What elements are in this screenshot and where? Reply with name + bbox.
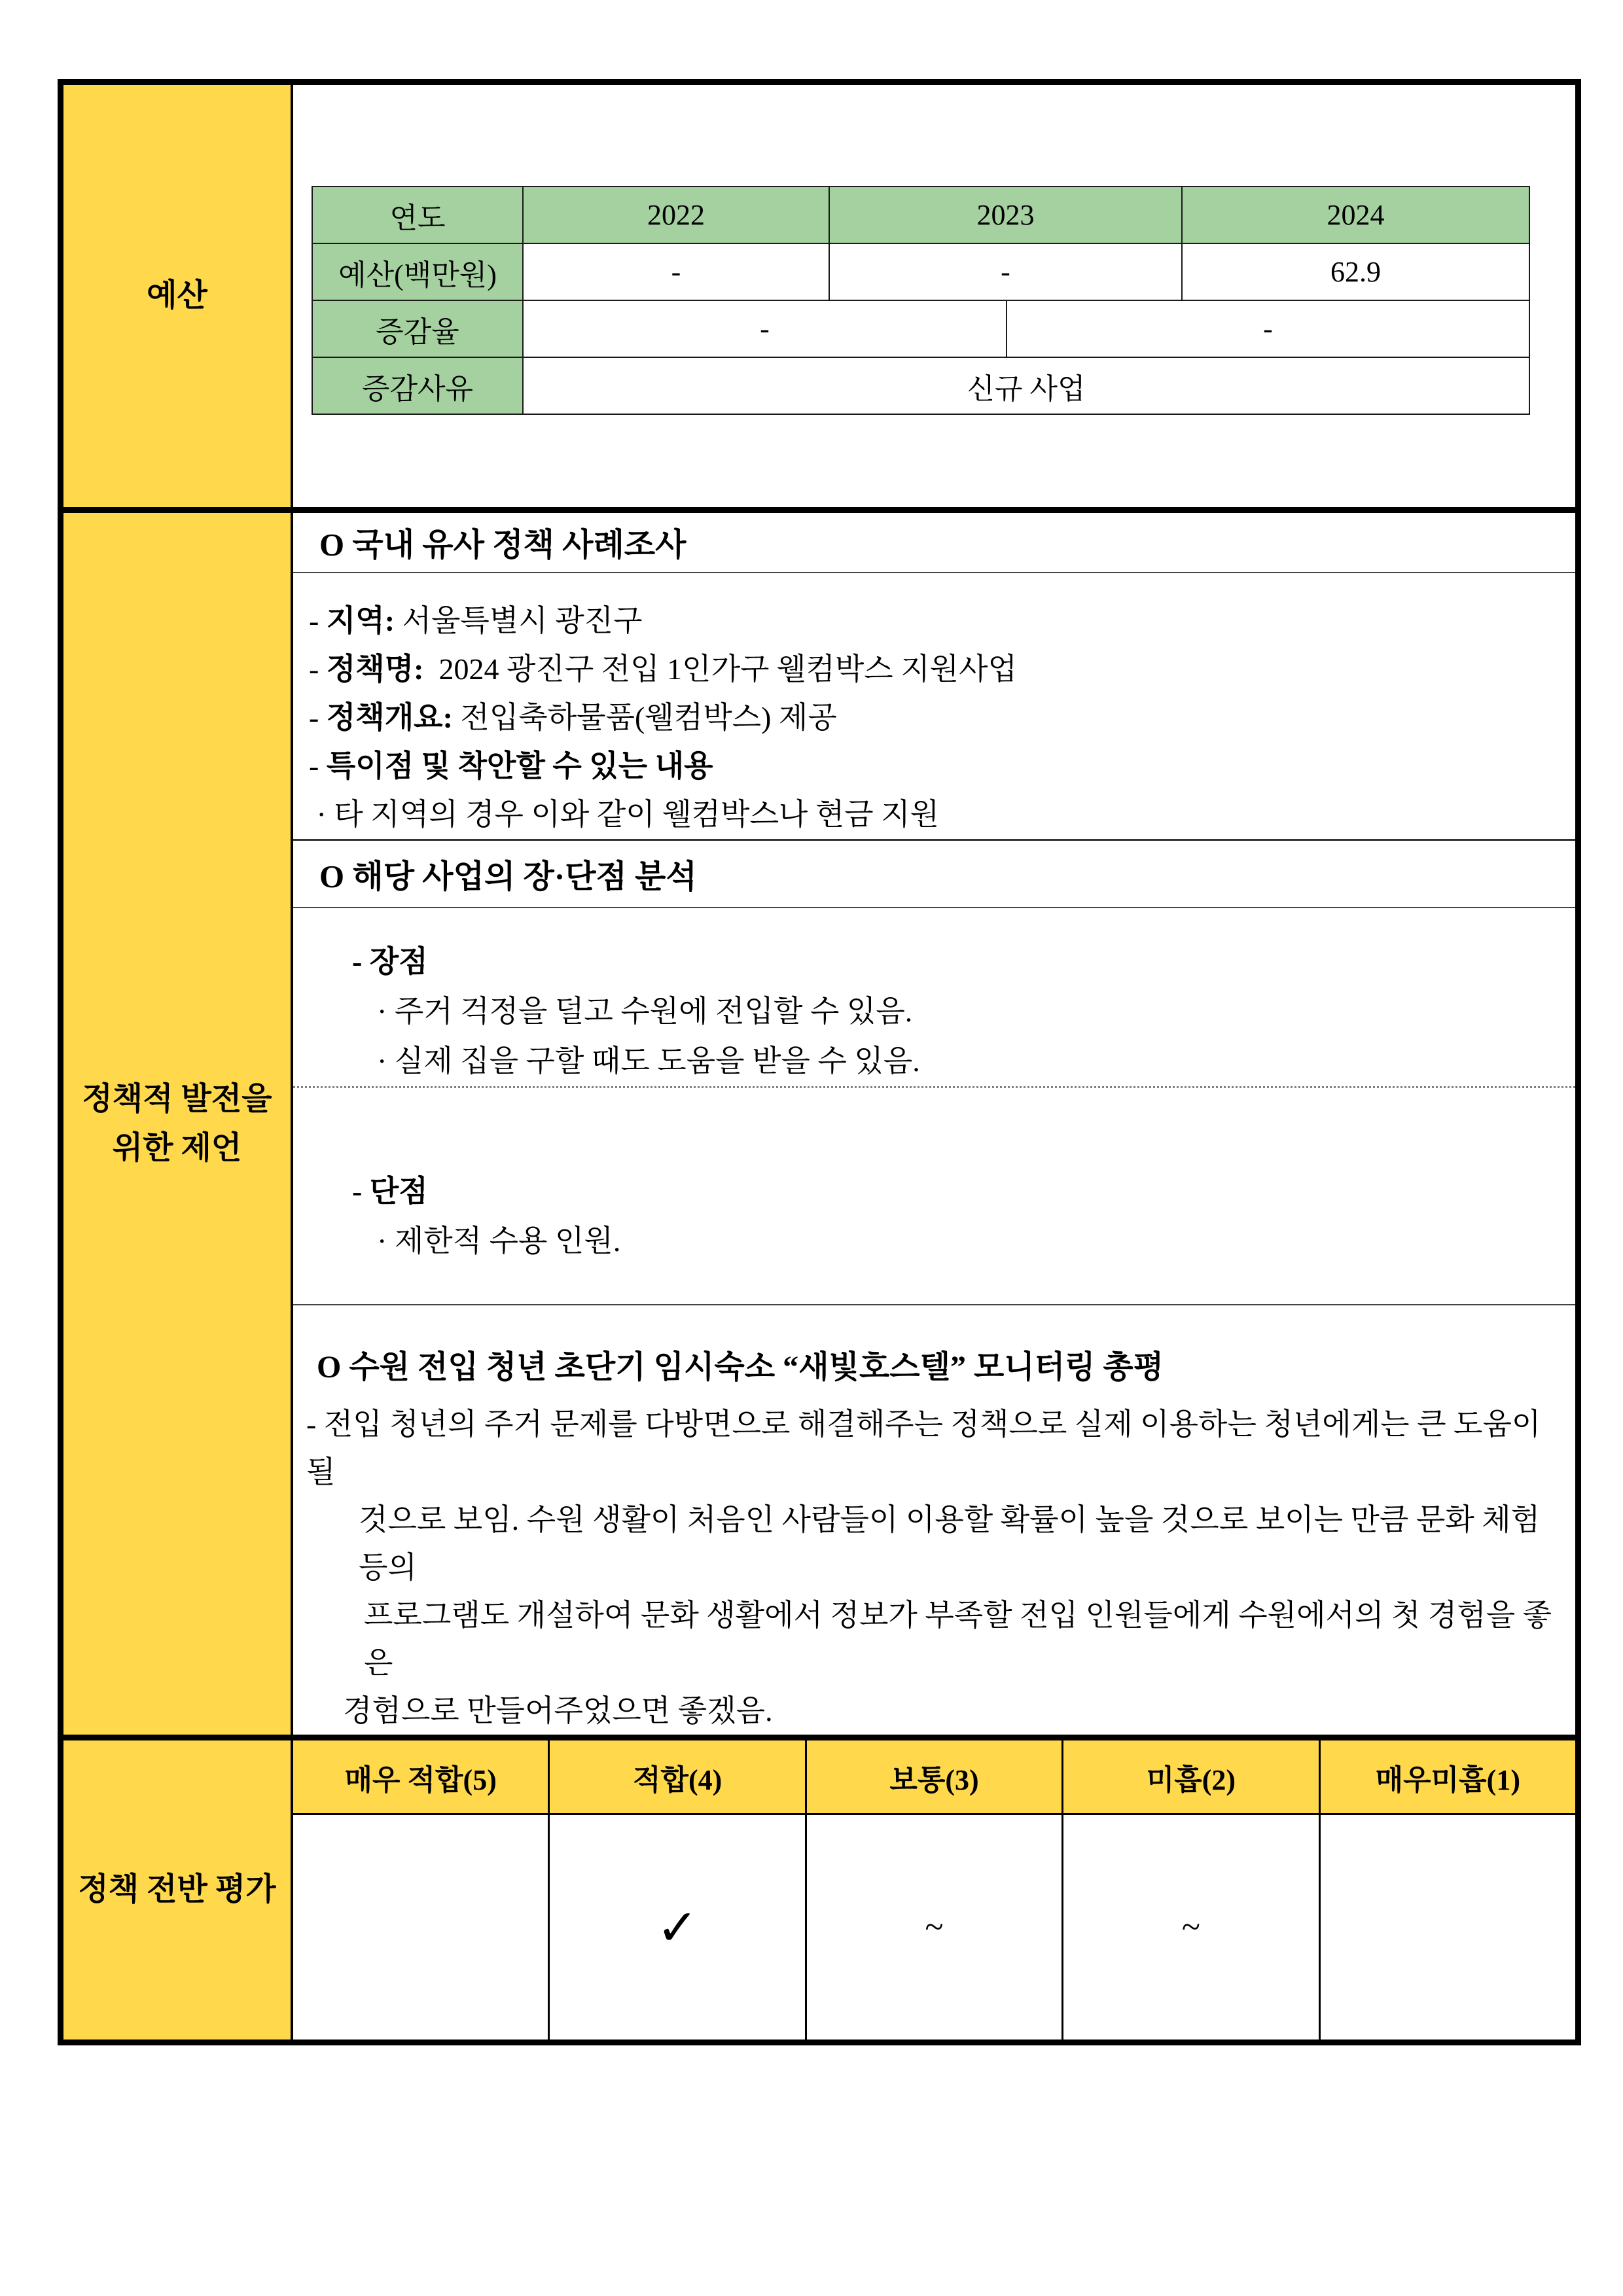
- mark-cell-suitable-checked[interactable]: ✓: [550, 1815, 806, 2040]
- pros-item: · 주거 걱정을 덜고 수원에 전입할 수 있음.: [377, 994, 913, 1028]
- change-reason-row: [312, 357, 1529, 414]
- change-reason-value-cell: 신규 사업: [523, 357, 1529, 414]
- case-study-line-policy-summary: [309, 694, 1575, 742]
- evaluation-form-table: [58, 79, 1581, 2045]
- monitoring-summary-block: [293, 1305, 1575, 1735]
- dash: -: [309, 604, 327, 638]
- overall-evaluation-section: [63, 1740, 1575, 2040]
- change-rate-value1-cell: -: [523, 300, 1007, 357]
- dash: -: [309, 749, 327, 783]
- pros-item: · 실제 집을 구할 때도 도움을 받을 수 있음.: [377, 1044, 920, 1078]
- budget-section-label-text: 예산: [147, 278, 207, 313]
- year-2023-cell: 2023: [829, 186, 1182, 243]
- year-2022-cell: 2022: [523, 186, 829, 243]
- suggestion-label-line1: 정책적 발전을: [82, 1082, 272, 1117]
- notable-label: 특이점 및 착안할 수 있는 내용: [326, 749, 713, 783]
- mark-cell-very-suitable[interactable]: [293, 1815, 550, 2040]
- change-reason-label-cell: 증감사유: [312, 357, 523, 414]
- mark-cell-very-insufficient[interactable]: [1321, 1815, 1575, 2040]
- region-label: 지역:: [326, 604, 395, 638]
- suggestion-section: [63, 513, 1575, 1740]
- budget-section-content: [293, 85, 1575, 507]
- pros-block: [293, 908, 1575, 1088]
- change-rate-row: [312, 300, 1529, 357]
- overall-evaluation-label-text: 정책 전반 평가: [78, 1872, 276, 1907]
- case-study-header: O 국내 유사 정책 사례조사: [293, 513, 1575, 573]
- scale-header-suitable: 적합(4): [550, 1740, 806, 1813]
- budget-2024-value-cell: 62.9: [1182, 243, 1529, 300]
- budget-2022-value-cell: -: [523, 243, 829, 300]
- scale-header-very-suitable: 매우 적합(5): [293, 1740, 550, 1813]
- monitoring-summary-line: - 전입 청년의 주거 문제를 다방면으로 해결해주는 정책으로 실제 이용하는 청년에게는 큰 도움이 될: [306, 1407, 1541, 1489]
- rating-marks-row: [293, 1815, 1575, 2040]
- monitoring-summary-line: 것으로 보임. 수원 생활이 처음인 사람들이 이용할 확률이 높을 것으로 보이는 만큼 문화 체험 등의: [359, 1503, 1541, 1584]
- suggestion-label-line2: 위한 제언: [112, 1130, 242, 1165]
- pros-label: - 장점: [352, 944, 428, 978]
- policy-name-value: 2024 광진구 전입 1인가구 웰컴박스 지원사업: [423, 652, 1017, 686]
- change-rate-value2-cell: -: [1007, 300, 1529, 357]
- budget-section: [63, 85, 1575, 513]
- case-study-details: [293, 573, 1575, 841]
- scale-header-very-insufficient: 매우미흡(1): [1321, 1740, 1575, 1813]
- scale-header-insufficient: 미흡(2): [1063, 1740, 1320, 1813]
- budget-amount-row: [312, 243, 1529, 300]
- budget-year-row: [312, 186, 1529, 243]
- monitoring-summary-line: 프로그램도 개설하여 문화 생활에서 정보가 부족할 전입 인원들에게 수원에서의 첫 경험을 좋은: [364, 1598, 1552, 1680]
- monitoring-summary-header: O 수원 전입 청년 초단기 임시숙소 “새빛호스텔” 모니터링 총평: [317, 1350, 1164, 1385]
- case-study-line-region: [309, 597, 1575, 645]
- pros-cons-header: O 해당 사업의 장·단점 분석: [293, 841, 1575, 908]
- budget-amount-label-cell: 예산(백만원): [312, 243, 523, 300]
- year-header-cell: 연도: [312, 186, 523, 243]
- rating-scale-header-row: [293, 1740, 1575, 1815]
- monitoring-summary-line: 경험으로 만들어주었으면 좋겠음.: [343, 1694, 773, 1727]
- dash: -: [309, 652, 327, 686]
- suggestion-section-content: [293, 513, 1575, 1735]
- cons-item: · 제한적 수용 인원.: [377, 1224, 621, 1258]
- cons-block: [293, 1088, 1575, 1305]
- policy-name-label: 정책명:: [326, 652, 424, 686]
- case-study-line-policy-name: [309, 645, 1575, 694]
- change-rate-label-cell: 증감율: [312, 300, 523, 357]
- budget-table: [312, 186, 1530, 415]
- year-2024-cell: 2024: [1182, 186, 1529, 243]
- overall-evaluation-label: [63, 1740, 293, 2040]
- suggestion-section-label: [63, 513, 293, 1735]
- region-value: 서울특별시 광진구: [395, 604, 643, 638]
- budget-2023-value-cell: -: [829, 243, 1182, 300]
- cons-label: - 단점: [352, 1174, 428, 1208]
- case-study-line-notable: [309, 742, 1575, 790]
- overall-evaluation-content: [293, 1740, 1575, 2040]
- policy-summary-label: 정책개요:: [326, 701, 453, 735]
- bullet-dot: ·: [309, 798, 334, 832]
- budget-section-label: [63, 85, 293, 507]
- mark-cell-insufficient[interactable]: ~: [1063, 1815, 1320, 2040]
- other-regions-value: 타 지역의 경우 이와 같이 웰컴박스나 현금 지원: [334, 798, 940, 832]
- scale-header-average: 보통(3): [807, 1740, 1063, 1813]
- case-study-line-other-regions: [309, 790, 1575, 839]
- dash: -: [309, 701, 327, 735]
- policy-summary-value: 전입축하물품(웰컴박스) 제공: [452, 701, 837, 735]
- mark-cell-average[interactable]: ~: [807, 1815, 1063, 2040]
